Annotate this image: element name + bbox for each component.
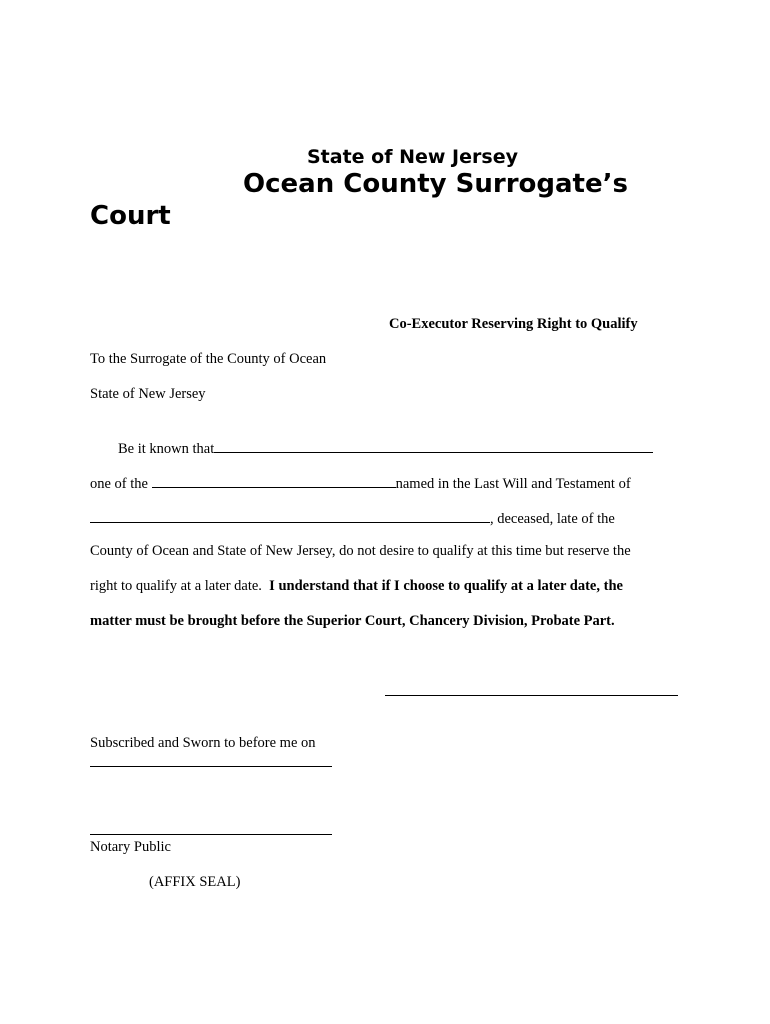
role-field[interactable] xyxy=(152,473,396,488)
be-it-known-line xyxy=(118,438,653,458)
county-statement: County of Ocean and State of New Jersey, do not desire to qualify at this time but reserve the xyxy=(90,543,631,559)
addressee-state: State of New Jersey xyxy=(90,386,206,402)
subscribed-sworn-label: Subscribed and Sworn to before me on xyxy=(90,735,316,751)
deceased-label: , deceased, late of the xyxy=(490,511,615,527)
be-it-known-label: Be it known that xyxy=(118,441,215,457)
right-to-qualify-text: right to qualify at a later date. xyxy=(90,578,270,594)
right-to-qualify-line xyxy=(90,578,623,595)
understanding-text: I understand that if I choose to qualify at a later date, the xyxy=(269,578,623,594)
state-heading: State of New Jersey xyxy=(307,146,518,168)
decedent-name-field[interactable] xyxy=(90,508,490,523)
notary-public-label: Notary Public xyxy=(90,839,171,855)
sworn-date-line[interactable] xyxy=(90,766,332,767)
affix-seal-label: (AFFIX SEAL) xyxy=(149,874,241,890)
court-heading-continued: Court xyxy=(90,201,171,231)
court-heading: Ocean County Surrogate’s xyxy=(243,169,628,199)
one-of-the-line xyxy=(90,473,631,493)
signature-line[interactable] xyxy=(385,695,678,696)
addressee-line: To the Surrogate of the County of Ocean xyxy=(90,351,327,367)
notary-signature-line[interactable] xyxy=(90,834,332,835)
deceased-line xyxy=(90,508,615,528)
form-title: Co-Executor Reserving Right to Qualify xyxy=(389,316,638,332)
one-of-the-label: one of the xyxy=(90,476,152,492)
superior-court-statement: matter must be brought before the Superior Court, Chancery Division, Probate Part. xyxy=(90,613,615,629)
named-in-label: named in the Last Will and Testament of xyxy=(395,476,631,492)
executor-name-field[interactable] xyxy=(214,438,653,453)
